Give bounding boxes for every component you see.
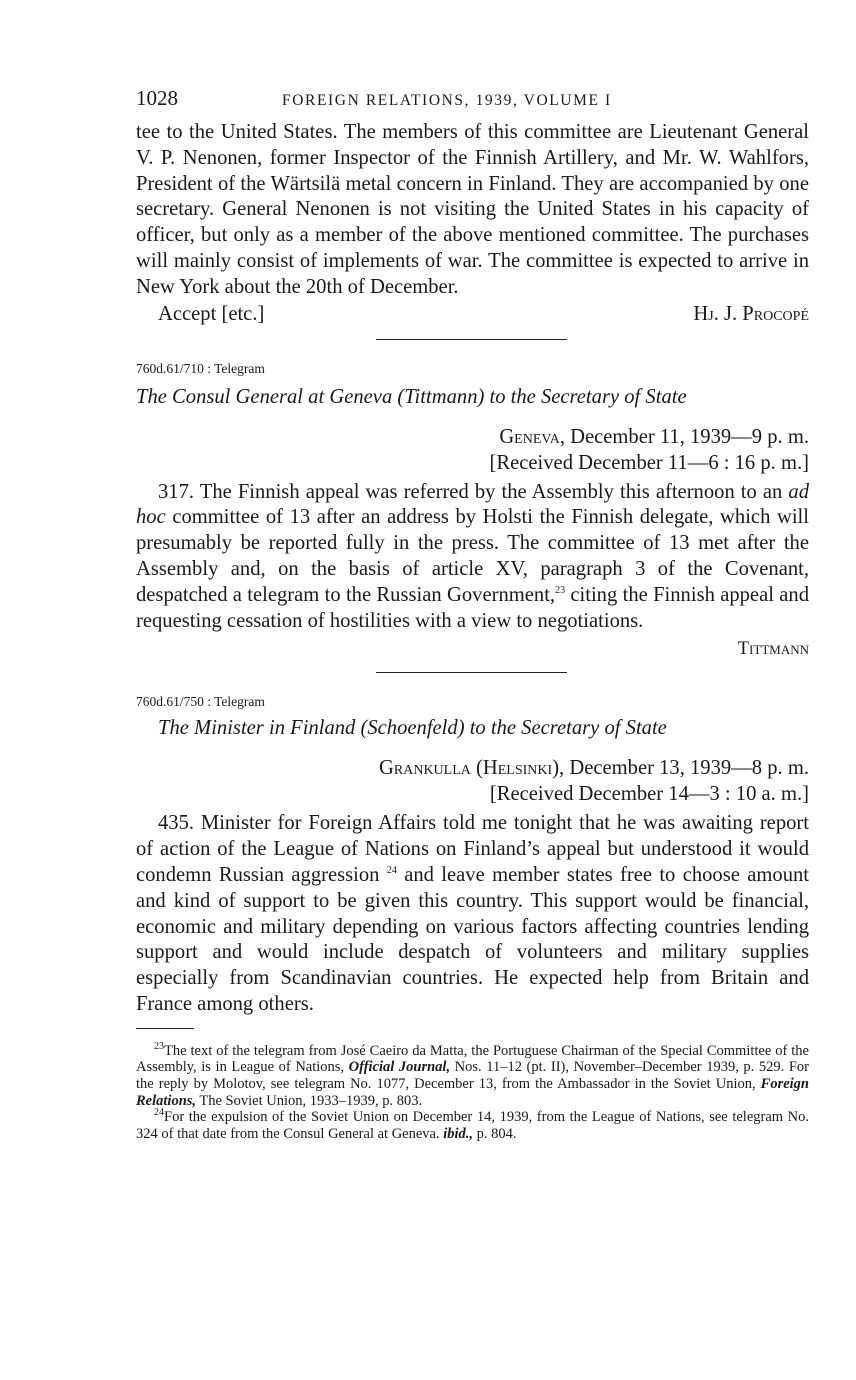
footnote-24 [136,1109,809,1142]
doc3-heading: The Minister in Finland (Schoenfeld) to the Secretary of State [158,717,667,740]
doc3-text-b: and leave member states free to choose amount and kind of support to be given this country. This support would be financial, economic and military depending on various factors affecting countries lending support and would include despatch of volunteers and military supplies especially from Scandinavian countries. He expected help from Britain and France among others. [136,863,810,1015]
running-title: FOREIGN RELATIONS, 1939, VOLUME I [282,92,612,109]
doc2-text-c: citing the Finnish appeal and requesting cessation of hostilities with a view to negotiations. [136,583,809,632]
doc2-paragraph [136,480,809,635]
footnote-23 [136,1040,809,1109]
doc1-closing: Accept [etc.] [158,302,265,325]
footnote-ref-24: 24 [386,865,397,877]
document-page [136,86,809,1142]
footnote-24-number: 24 [154,1107,164,1119]
footnote-23-number: 23 [154,1040,164,1052]
doc2-date: December 11, 1939—9 p. m. [564,425,809,448]
doc3-place: Grankulla (Helsinki), [379,757,565,780]
page-header [136,86,809,120]
doc1-paragraph: tee to the United States. The members of this committee are Lieutenant General V. P. Nenonen, former Inspector of the Finnish Artillery, and Mr. W. Wahlfors, President of the Wärtsilä metal concern in Finland. They are accompanied by one secretary. General Nenonen is not visiting the United States in his capacity of officer, but only as a member of the above mentioned committee. The purchases will mainly consist of implements of war. The committee is expected to arrive in New York about the 20th of December. [136,121,809,298]
doc3-text-a: 435. Minister for Foreign Affairs told me tonight that he was awaiting report of action of the League of Nations on Finland’s appeal but understood it would condemn Russian aggression [136,812,809,886]
footnote-24-ibid: ibid., [443,1125,474,1142]
doc2-text-a: 317. The Finnish appeal was referred by the Assembly this afternoon to an [158,480,789,503]
doc3-dateline [136,755,809,781]
page-number: 1028 [136,86,178,110]
doc2-received: [Received December 11—6 : 16 p. m.] [489,451,809,474]
footnote-23-official-journal: Official Journal, [348,1059,451,1076]
doc2-dateline [136,424,809,450]
footnote-ref-23: 23 [555,584,566,596]
doc3-file-id: 760d.61/750 : Telegram [136,694,265,710]
doc2-signature: Tittmann [737,639,809,660]
footnote-23-text-b: Nos. 11–12 (pt. II), November–December 1939, p. 529. For the reply by Molotov, see telegram No. 1077, December 13, from the Ambassador in the Soviet Union, [136,1059,809,1092]
section-divider [376,672,567,673]
doc2-ad-hoc: ad hoc [136,480,809,529]
doc1-closing-row [136,301,809,327]
doc2-place: Geneva, [499,425,565,448]
doc1-signature: Hj. J. Procopé [693,302,809,325]
footnote-23-foreign-relations: Foreign Relations, [136,1075,809,1109]
footnote-24-text-a: For the expulsion of the Soviet Union on December 14, 1939, from the League of Nations, see telegram No. 324 of that date from the Consul General at Geneva. [136,1109,809,1142]
footnote-24-text-b: p. 804. [473,1125,517,1142]
footnote-23-text-a: The text of the telegram from José Caeiro da Matta, the Portuguese Chairman of the Special Committee of the Assembly, is in League of Nations, [136,1042,809,1076]
doc2-text-b: committee of 13 after an address by Holsti the Finnish delegate, which will presumably be reported fully in the press. The committee of 13 met after the Assembly and, on the basis of article XV, paragraph 3 of the Covenant, despatched a telegram to the Russian Government, [136,506,809,606]
doc2-heading: The Consul General at Geneva (Tittmann) to the Secretary of State [136,385,687,408]
doc3-paragraph [136,811,809,1017]
doc2-file-id: 760d.61/710 : Telegram [136,360,265,376]
doc3-date: December 13, 1939—8 p. m. [564,757,809,780]
section-divider [376,339,567,340]
footnote-23-text-c: The Soviet Union, 1933–1939, p. 803. [196,1092,423,1109]
footnote-divider [136,1028,194,1029]
doc3-received: [Received December 14—3 : 10 a. m.] [489,783,809,806]
